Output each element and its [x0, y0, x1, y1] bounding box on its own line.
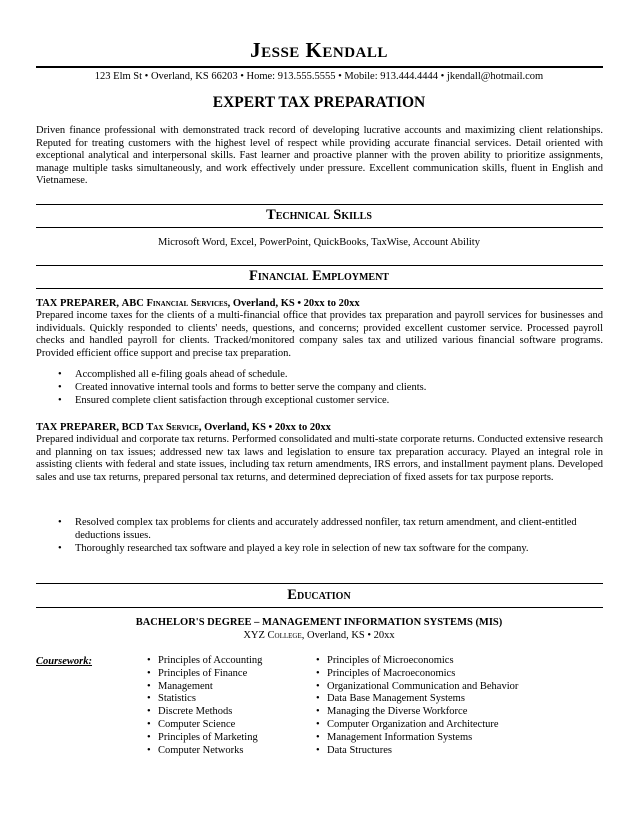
candidate-name: Jesse Kendall — [250, 38, 388, 62]
job-title-2 — [36, 421, 603, 434]
job-achievements-2 — [58, 516, 603, 556]
job-description-2: Prepared individual and corporate tax returns. Performed consolidated and multi-state corporate returns. Conducted extensive research and planning on tax issues; addressed new tax laws and legislation to ensure tax preparation accuracy. Played an integral role in assisting clients with federal and state issues, including tax return amendments, IRS errors, and installment payment plans. Developed sales and use tax returns, prepared personal tax returns, and determined depreciation of fixed assets for tax purpose reports. — [36, 434, 603, 483]
header-divider — [36, 66, 603, 68]
coursework-list-right — [316, 655, 603, 757]
section-divider-education-bottom — [36, 607, 603, 608]
education-heading: Education — [287, 587, 351, 603]
job-description-1: Prepared income taxes for the clients of a multi-financial office that provides tax preparation and payroll services for businesses and individuals. Quickly responded to clients' needs, questions, and concerns; provided excellent customer service. Processed payroll checks and handled payroll for clients. Tracked/monitored company sales tax and utilized various financial software programs. Provided efficient office support and precise tax preparation. — [36, 310, 603, 359]
college-info — [0, 629, 638, 642]
contact-info: 123 Elm St • Overland, KS 66203 • Home: 913.555.5555 • Mobile: 913.444.4444 • jkendall@hotmail.com — [94, 71, 544, 82]
college-details: , Overland, KS • 20xx — [301, 630, 395, 641]
college-name: XYZ College — [243, 630, 302, 641]
section-divider-employment — [36, 265, 603, 266]
job-company: ABC Financial Services — [121, 298, 228, 309]
list-item: • Resolved complex tax problems for clients and accurately addressed nonfiler, tax return amendment, and client-entitled deductions issues. — [58, 516, 603, 542]
section-divider-education — [36, 583, 603, 584]
list-item: • Computer Science — [147, 719, 307, 732]
list-item: • Principles of Microeconomics — [316, 655, 603, 668]
list-item: • Discrete Methods — [147, 706, 307, 719]
degree-title: BACHELOR'S DEGREE – MANAGEMENT INFORMATION SYSTEMS (MIS) — [135, 617, 503, 628]
job-role: TAX PREPARER, — [36, 298, 122, 309]
technical-skills-list: Microsoft Word, Excel, PowerPoint, QuickBooks, TaxWise, Account Ability — [158, 237, 480, 248]
coursework-list-left — [147, 655, 307, 757]
summary-paragraph: Driven finance professional with demonstrated track record of developing lucrative accounts and maximizing client relationships. Reputed for treating customers with the highest level of respect while providing accurate financial services. Detail oriented with exceptional analytical and interpersonal skills. Fast learner and proactive planner with the proven ability to prioritize assignments, manage multiple tasks simultaneously, and work effectively under pressure. Excellent communication skills, fluent in English and Vietnamese. — [36, 125, 603, 186]
job-title-1 — [36, 297, 603, 310]
financial-employment-heading: Financial Employment — [249, 268, 389, 284]
list-item: • Accomplished all e-filing goals ahead of schedule. — [58, 368, 603, 381]
list-item: • Principles of Macroeconomics — [316, 668, 603, 681]
job-role: TAX PREPARER, — [36, 422, 122, 433]
list-item: • Statistics — [147, 693, 307, 706]
job-achievements-1 — [58, 368, 603, 408]
list-item: • Thoroughly researched tax software and played a key role in selection of new tax software for the company. — [58, 542, 603, 555]
technical-skills-heading: Technical Skills — [266, 207, 372, 223]
section-divider-skills — [36, 204, 603, 205]
list-item: • Ensured complete client satisfaction through exceptional customer service. — [58, 394, 603, 407]
section-divider-skills-bottom — [36, 227, 603, 228]
coursework-label: Coursework: — [36, 656, 93, 667]
list-item: • Principles of Finance — [147, 668, 307, 681]
objective-title: EXPERT TAX PREPARATION — [212, 94, 426, 111]
list-item: • Data Structures — [316, 745, 603, 758]
list-item: • Data Base Management Systems — [316, 693, 603, 706]
job-company: BCD Tax Service — [121, 422, 199, 433]
list-item: • Computer Networks — [147, 745, 307, 758]
list-item: • Organizational Communication and Behavior — [316, 681, 603, 694]
list-item: • Managing the Diverse Workforce — [316, 706, 603, 719]
list-item: • Management Information Systems — [316, 732, 603, 745]
job-location-dates: , Overland, KS • 20xx to 20xx — [198, 422, 331, 433]
section-divider-employment-bottom — [36, 288, 603, 289]
list-item: • Computer Organization and Architecture — [316, 719, 603, 732]
list-item: • Management — [147, 681, 307, 694]
job-location-dates: , Overland, KS • 20xx to 20xx — [227, 298, 360, 309]
list-item: • Created innovative internal tools and forms to better serve the company and clients. — [58, 381, 603, 394]
list-item: • Principles of Marketing — [147, 732, 307, 745]
list-item: • Principles of Accounting — [147, 655, 307, 668]
